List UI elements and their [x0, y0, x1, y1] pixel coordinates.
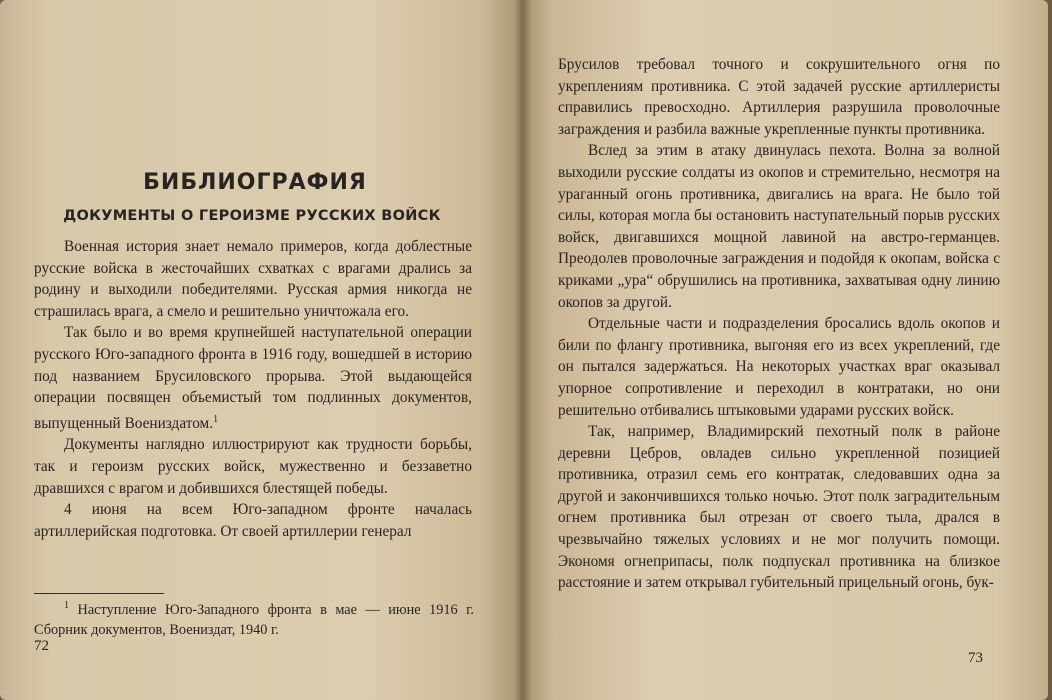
footnote-marker: 1	[213, 413, 219, 425]
paragraph: Военная история знает немало примеров, когда доблестные русские войска в жесточайших схватках с врагами дрались за родину и выходили победителями. Русская армия никогда не страшилась врага, а смело и решительно уничтожала его.	[34, 238, 472, 320]
left-page-body	[34, 236, 472, 542]
paragraph: Так, например, Владимирский пехотный полк в районе деревни Цебров, овладев сильно укрепленной позицией противника, отразил семь его контратак, следовавших одна за другой и закончившихся только ночью. Этот полк заградительным огнем противника был отрезан от своего тыла, дрался в чрезвычайно тяжелых условиях и не мог получить помощи. Экономя огнеприпасы, полк подпускал противника на близкое расстояние и затем открывал губительный прицельный огонь, бук-	[558, 423, 1000, 592]
paragraph	[34, 322, 472, 434]
paragraph: Отдельные части и подразделения бросались вдоль окопов и били по флангу противника, выгоняя его из всех укреплений, где он пытался задержаться. На некоторых участках враг оказывал упорное сопротивление и переходил в контратаки, но они решительно отбивались штыковыми ударами русских войск.	[558, 315, 1000, 419]
right-page	[522, 0, 1048, 700]
page-number-left: 72	[34, 638, 49, 654]
page-title: БИБЛИОГРАФИЯ	[143, 170, 367, 195]
footnote-number: 1	[64, 600, 69, 611]
paragraph-text: Так было и во время крупнейшей наступательной операции русского Юго-западного фронта в 1916 году, вошедшей в историю под названием Брусиловского прорыва. Этой выдающейся операции посвящен объемистый том подлинных документов, выпущенный Воениздатом.	[34, 324, 472, 432]
page-number-right: 73	[968, 650, 983, 666]
footnote	[34, 596, 474, 640]
footnote-text: Наступление Юго-Западного фронта в мае — июне 1916 г. Сборник документов, Воениздат, 1940 г.	[34, 601, 475, 638]
paragraph: Вслед за этим в атаку двинулась пехота. Волна за волной выходили русские солдаты из окопов и стремительно, несмотря на ураганный огонь противника, двигались на врага. Не было той силы, которая могла бы остановить наступательный порыв русских войск, двигавшихся мощной лавиной на австро-германцев. Преодолев проволочные заграждения и подойдя к окопам, войска с криками „ура“ обрушились на противника, захватывая одну линию окопов за другой.	[558, 142, 1000, 311]
section-subtitle: ДОКУМЕНТЫ О ГЕРОИЗМЕ РУССКИХ ВОЙСК	[63, 208, 441, 224]
footnote-divider	[34, 593, 164, 594]
paragraph: 4 июня на всем Юго-западном фронте началась артиллерийская подготовка. От своей артиллерии генерал	[34, 501, 472, 540]
right-page-body	[558, 54, 1000, 594]
paragraph: Брусилов требовал точного и сокрушительного огня по укреплениям противника. С этой задачей русские артиллеристы справились превосходно. Артиллерия разрушила проволочные заграждения и разбила важные укрепленные пункты противника.	[558, 56, 1000, 138]
left-page	[0, 0, 522, 700]
book-gutter	[514, 0, 532, 700]
paragraph: Документы наглядно иллюстрируют как трудности борьбы, так и героизм русских войск, мужественно и беззаветно дравшихся с врагом и добившихся блестящей победы.	[34, 436, 472, 497]
